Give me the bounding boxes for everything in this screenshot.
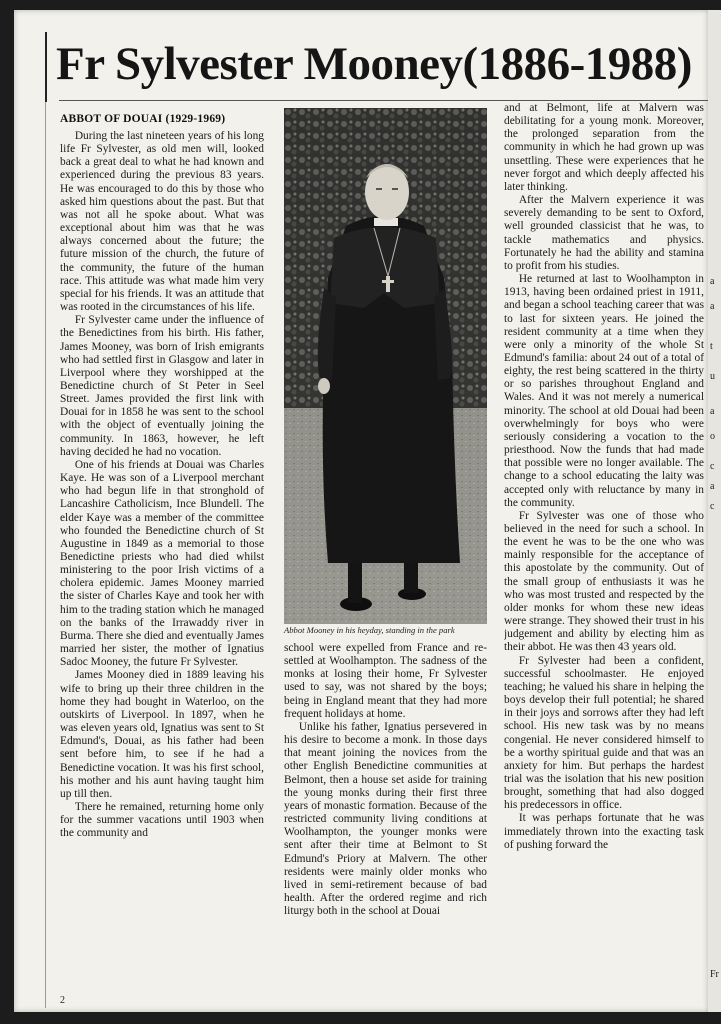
monk-portrait-image <box>284 108 487 624</box>
paragraph: James Mooney died in 1889 leaving his wife to bring up their three children in the home they had bought in Waterloo, on the outskirts of Liverpool. In 1897, when he was eleven years old, Ignatius was sent to St Edmund's, Douai, as his father had been sent before him, to see if he had a Benedictine vocation. It was his first school, his mother and his aunt having taught him up till then. <box>60 669 264 800</box>
paragraph: Fr Sylvester was one of those who believed in the need for such a school. In the event he was to be the one who was mainly responsible for the acceptance of this apostolate by the community. Out of the small group of enthusiasts it was he who was most trusted and respected by the older monks for whom these new ideas were strange. They showed their trust in his judgement and ability by electing him as their abbot. He was then 43 years old. <box>504 509 704 654</box>
fragment-text: Fr <box>710 969 719 980</box>
title-divider <box>59 100 709 101</box>
photo-caption: Abbot Mooney in his heyday, standing in the park <box>284 625 455 635</box>
page-number: 2 <box>60 995 65 1006</box>
fragment-text: o <box>710 431 715 442</box>
adjacent-page-edge <box>708 10 721 1012</box>
text-column-3 <box>504 102 704 982</box>
fragment-text: a <box>710 481 715 492</box>
paragraph: Fr Sylvester had been a confident, successful schoolmaster. He enjoyed teaching; he valued his share in helping the boys develop their full potential; he shared in their joys and sorrows after they had left school. His new task was by no means congenial. He never considered himself to be a worthy spiritual guide and that was an anxiety for him. But perhaps the hardest trial was the isolation that his new position brought, something that had also dogged his predecessors in office. <box>504 654 704 812</box>
article-subheading: ABBOT OF DOUAI (1929-1969) <box>60 113 226 125</box>
fragment-text: a <box>710 301 715 312</box>
paragraph: One of his friends at Douai was Charles Kaye. He was son of a Liverpool merchant who had begun life in that stronghold of Lancashire Catholicism, Ince Blundell. The elder Kaye was a member of the committee who founded the Benedictine church of St Augustine in 1849 as a memorial to those Benedictine priests who had died whilst ministering to the poor Irish victims of a cholera epidemic. James Mooney married the sister of Charles Kaye and took her with him to the trading station which he managed on the banks of the Irrawaddy river in Burma. There she died and eventually James married her sister, the mother of Ignatius Sadoc Mooney, the future Fr Sylvester. <box>60 458 264 669</box>
paragraph: It was perhaps fortunate that he was immediately thrown into the exacting task of pushing forward the <box>504 812 704 851</box>
text-column-2 <box>284 642 487 986</box>
text-column-1 <box>60 130 264 986</box>
paragraph: After the Malvern experience it was severely demanding to be sent to Oxford, well grounded classicist that he was, to tackle mathematics and physics. Fortunately he had the ability and stamina to profit from his studies. <box>504 194 704 272</box>
abbot-photograph <box>284 108 487 624</box>
paragraph: Fr Sylvester came under the influence of the Benedictines from his birth. His father, James Mooney, was born of Irish emigrants who had settled first in Glasgow and later in Liverpool where they worshipped at the Benedictine church of St Peter in Seel Street. James provided the first link with Douai for in 1858 he was sent to the school with the object of eventually joining the community. In 1863, however, he left having decided he had no vocation. <box>60 314 264 458</box>
fragment-text: c <box>710 461 715 472</box>
margin-rule <box>45 102 46 1008</box>
paragraph: Unlike his father, Ignatius persevered in his desire to become a monk. In those days that meant joining the novices from the other English Benedictine communities at Belmont, then a house set aside for training the young monks during their first three years of monastic formation. Because of the restricted community living conditions at Woolhampton, the younger monks were sent after their time at Belmont to St Edmund's Priory at Malvern. The other residents were mainly older monks who lived in semi-retirement because of bad health. After the ordered regime and rich liturgy both in the school at Douai <box>284 720 487 918</box>
magazine-page <box>14 10 708 1012</box>
paragraph: school were expelled from France and re-settled at Woolhampton. The sadness of the monks at losing their home, Fr Sylvester used to say, was not shared by the boys; being in England meant that they had more frequent holidays at home. <box>284 642 487 720</box>
fragment-text: a <box>710 276 715 287</box>
paragraph: During the last nineteen years of his long life Fr Sylvester, as old men will, looked back a great deal to what he had known and experienced during the previous 83 years. He was encouraged to do this by those who asked him questions about the past. But that was not all he spoke about. What was exceptional about him was that he was always concerned about the future; the future mission of the church, the future of the community, the future of the human race. This attitude was what made him very special for his friends. It was an attitude that was rooted in the circumstances of his life. <box>60 130 264 314</box>
fragment-text: u <box>710 371 715 382</box>
title-vertical-rule <box>45 32 47 102</box>
fragment-text: t <box>710 341 713 352</box>
article-title: Fr Sylvester Mooney(1886-1988) <box>56 38 692 90</box>
paragraph: and at Belmont, life at Malvern was debilitating for a young monk. Moreover, the prolonged separation from the community in which he had grown up was unsettling. These were experiences that he never forgot and which deeply affected his later thinking. <box>504 102 704 193</box>
paragraph: There he remained, returning home only for the summer vacations until 1903 when the community and <box>60 800 264 840</box>
fragment-text: c <box>710 501 715 512</box>
paragraph: He returned at last to Woolhampton in 1913, having been ordained priest in 1911, and began a school teaching career that was to last for sixteen years. He joined the resident community at a time when they were only a minority of the whole St Edmund's familia: about 24 out of a total of eighty, the rest being scattered in the thirty or so parishes throughout England and Wales. And it was not merely a numerical minority. The school at old Douai had been overwhelmingly for boys who were seriously considering a vocation to the priesthood. Now the funds that had made that possible were no longer available. The change to a school educating the laity was accepted only with reluctance by many in the community. <box>504 273 704 509</box>
fragment-text: a <box>710 406 715 417</box>
